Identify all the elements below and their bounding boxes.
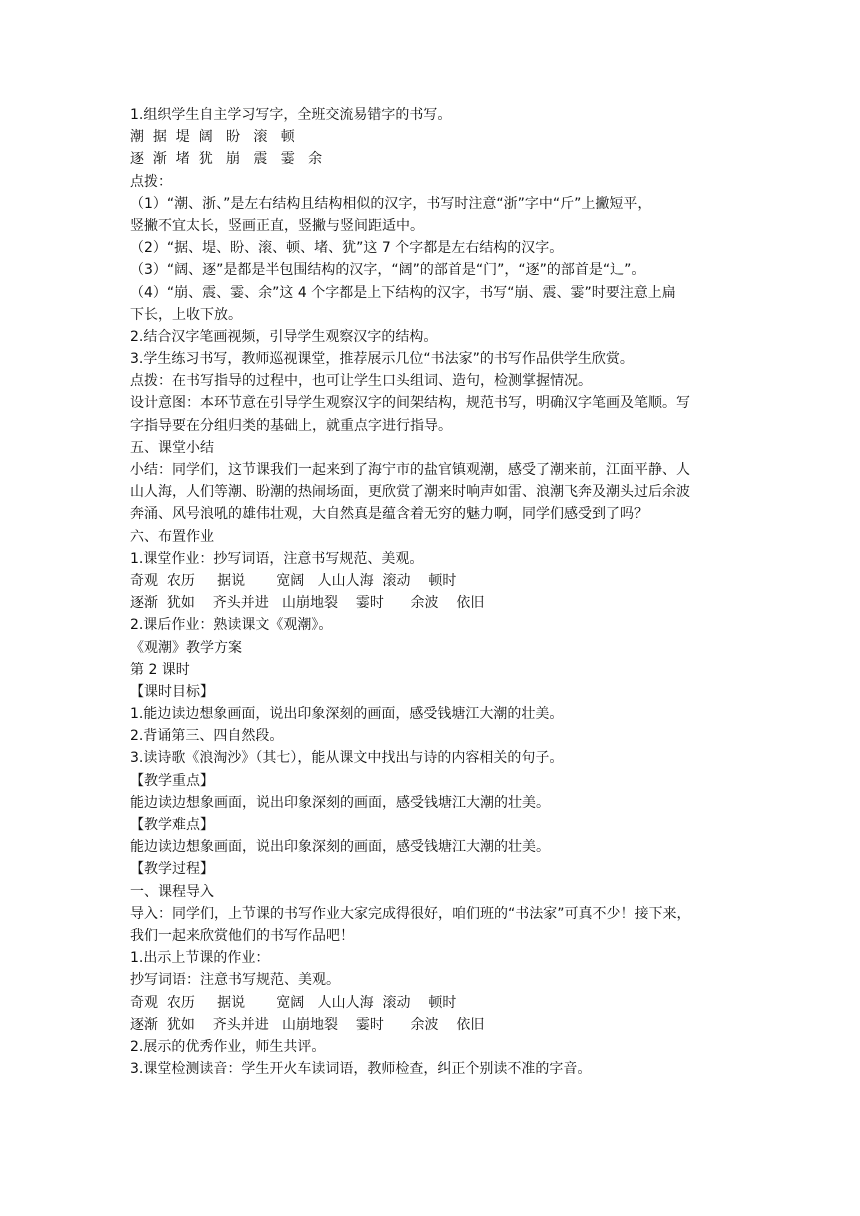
word-list-line: 奇观 农历 据说 宽阔 人山人海 滚动 顿时	[130, 572, 457, 589]
document-body	[130, 104, 740, 1080]
summary-line: 小结：同学们，这节课我们一起来到了海宁市的盐官镇观潮，感受了潮来前，江面平静、人	[130, 462, 690, 478]
character-list-line: 逐 渐 堵 犹 崩 震 霎 余	[130, 151, 323, 168]
section-heading: 【教学过程】	[130, 861, 214, 878]
instruction-line: 2.展示的优秀作业，师生共评。	[130, 1038, 326, 1055]
section-heading: 【教学难点】	[130, 817, 214, 833]
plan-title: 《观潮》教学方案	[130, 639, 242, 656]
instruction-line: 抄写词语：注意书写规范、美观。	[130, 972, 340, 989]
section-heading: 【教学重点】	[130, 772, 214, 789]
instruction-line: 1.组织学生自主学习写字，全班交流易错字的书写。	[130, 107, 452, 123]
summary-line: 山人海，人们等潮、盼潮的热闹场面，更欣赏了潮来时响声如雷、浪潮飞奔及潮头过后余波	[130, 484, 690, 501]
instruction-line: 3.学生练习书写，教师巡视课堂，推荐展示几位“书法家”的书写作品供学生欣赏。	[130, 351, 634, 368]
word-list-line: 逐渐 犹如 齐头并进 山崩地裂 霎时 余波 依旧	[130, 595, 485, 612]
objective-line: 2.背诵第三、四自然段。	[130, 728, 284, 745]
lesson-number: 第 2 课时	[130, 661, 190, 678]
section-heading: 一、课程导入	[130, 883, 214, 900]
tip-text-line: （1）“潮、浙、”是左右结构且结构相似的汉字，书写时注意“浙”字中“斤”上撇短平，	[130, 195, 652, 212]
design-intent-line: 字指导要在分组归类的基础上，就重点字进行指导。	[130, 417, 452, 434]
tip-heading: 点拨：	[130, 173, 172, 190]
objective-line: 3.读诗歌《浪淘沙》（其七），能从课文中找出与诗的内容相关的句子。	[130, 750, 564, 767]
introduction-line: 导入：同学们，上节课的书写作业大家完成得很好，咱们班的“书法家”可真不少！接下来，	[130, 905, 691, 922]
homework-line: 1.课堂作业：抄写词语，注意书写规范、美观。	[130, 550, 424, 567]
summary-line: 奔涌、风号浪吼的雄伟壮观，大自然真是蕴含着无穷的魅力啊，同学们感受到了吗？	[130, 506, 648, 523]
section-heading: 【课时目标】	[130, 683, 214, 700]
design-intent-line: 设计意图：本环节意在引导学生观察汉字的间架结构，规范书写，明确汉字笔画及笔顺。写	[130, 395, 690, 412]
homework-line: 2.课后作业：熟读课文《观潮》。	[130, 617, 333, 634]
word-list-line: 逐渐 犹如 齐头并进 山崩地裂 霎时 余波 依旧	[130, 1016, 485, 1033]
word-list-line: 奇观 农历 据说 宽阔 人山人海 滚动 顿时	[130, 994, 457, 1011]
instruction-line: 3.课堂检测读音：学生开火车读词语，教师检查，纠正个别读不准的字音。	[130, 1061, 592, 1078]
tip-text-line: （2）“据、堤、盼、滚、顿、堵、犹”这 7 个字都是左右结构的汉字。	[130, 240, 564, 257]
difficulty-line: 能边读边想象画面，说出印象深刻的画面，感受钱塘江大潮的壮美。	[130, 839, 550, 856]
tip-text-line: 点拨：在书写指导的过程中，也可让学生口头组词、造句，检测掌握情况。	[130, 373, 592, 390]
objective-line: 1.能边读边想象画面，说出印象深刻的画面，感受钱塘江大潮的壮美。	[130, 706, 564, 723]
introduction-line: 我们一起来欣赏他们的书写作品吧！	[130, 927, 354, 944]
section-heading: 六、布置作业	[130, 528, 214, 545]
section-heading: 五、课堂小结	[130, 439, 214, 456]
character-list-line: 潮 据 堤 阔 盼 滚 顿	[130, 129, 295, 146]
tip-text-line: 竖撇不宜太长，竖画正直，竖撇与竖间距适中。	[130, 217, 424, 234]
tip-text-line: （4）“崩、震、霎、余”这 4 个字都是上下结构的汉字，书写“崩、震、霎”时要注意上扁	[130, 284, 676, 301]
key-point-line: 能边读边想象画面，说出印象深刻的画面，感受钱塘江大潮的壮美。	[130, 794, 550, 811]
tip-text-line: （3）“阔、逐”是都是半包围结构的汉字，“阔”的部首是“门”，“逐”的部首是“辶”。	[130, 262, 646, 279]
instruction-line: 1.出示上节课的作业：	[130, 950, 270, 967]
tip-text-line: 下长，上收下放。	[130, 306, 242, 323]
instruction-line: 2.结合汉字笔画视频，引导学生观察汉字的结构。	[130, 328, 438, 345]
